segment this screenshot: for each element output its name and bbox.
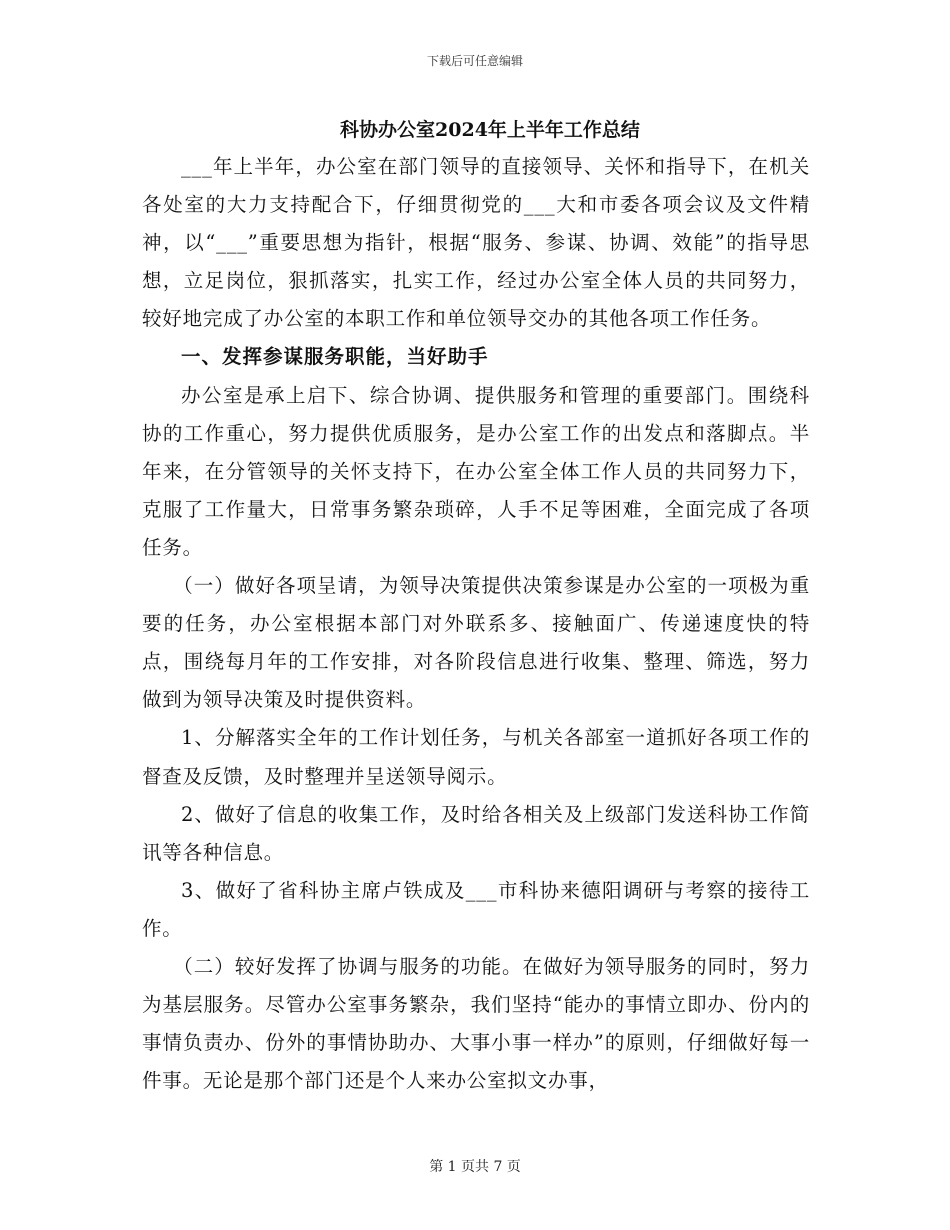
paragraph-intro: ___年上半年，办公室在部门领导的直接领导、关怀和指导下，在机关各处室的大力支持配合下，仔细贯彻党的___大和市委各项会议及文件精神，以“___”重要思想为指针，根据“服务、参谋、协调、效能”的指导思想，立足岗位，狠抓落实，扎实工作，经过办公室全体人员的共同努力，较好地完成了办公室的本职工作和单位领导交办的其他各项工作任务。 xyxy=(142,155,810,331)
document-body xyxy=(142,112,810,1100)
section-heading-1: 一、发挥参谋服务职能，当好助手 xyxy=(181,345,489,369)
page-number: 第 1 页共 7 页 xyxy=(429,1159,521,1175)
document-title: 科协办公室2024年上半年工作总结 xyxy=(340,119,640,141)
header-note: 下载后可任意编辑 xyxy=(426,54,523,68)
list-item-1: 1、分解落实全年的工作计划任务，与机关各部室一道抓好各项工作的督查及反馈，及时整理并呈送领导阅示。 xyxy=(142,726,810,788)
paragraph-subsection-2: （二）较好发挥了协调与服务的功能。在做好为领导服务的同时，努力为基层服务。尽管办公室事务繁杂，我们坚持“能办的事情立即办、份内的事情负责办、份外的事情协助办、大事小事一样办”的原则，仔细做好每一件事。无论是那个部门还是个人来办公室拟文办事， xyxy=(142,954,810,1093)
paragraph-subsection-1: （一）做好各项呈请，为领导决策提供决策参谋是办公室的一项极为重要的任务，办公室根据本部门对外联系多、接触面广、传递速度快的特点，围绕每月年的工作安排，对各阶段信息进行收集、整理、筛选，努力做到为领导决策及时提供资料。 xyxy=(142,574,810,712)
paragraph-office-role: 办公室是承上启下、综合协调、提供服务和管理的重要部门。围绕科协的工作重心，努力提供优质服务，是办公室工作的出发点和落脚点。半年来，在分管领导的关怀支持下，在办公室全体工作人员的共同努力下，克服了工作量大，日常事务繁杂琐碎，人手不足等困难，全面完成了各项任务。 xyxy=(142,383,810,559)
list-item-2: 2、做好了信息的收集工作，及时给各相关及上级部门发送科协工作简讯等各种信息。 xyxy=(142,802,810,864)
list-item-3: 3、做好了省科协主席卢铁成及___市科协来德阳调研与考察的接待工作。 xyxy=(142,878,810,940)
